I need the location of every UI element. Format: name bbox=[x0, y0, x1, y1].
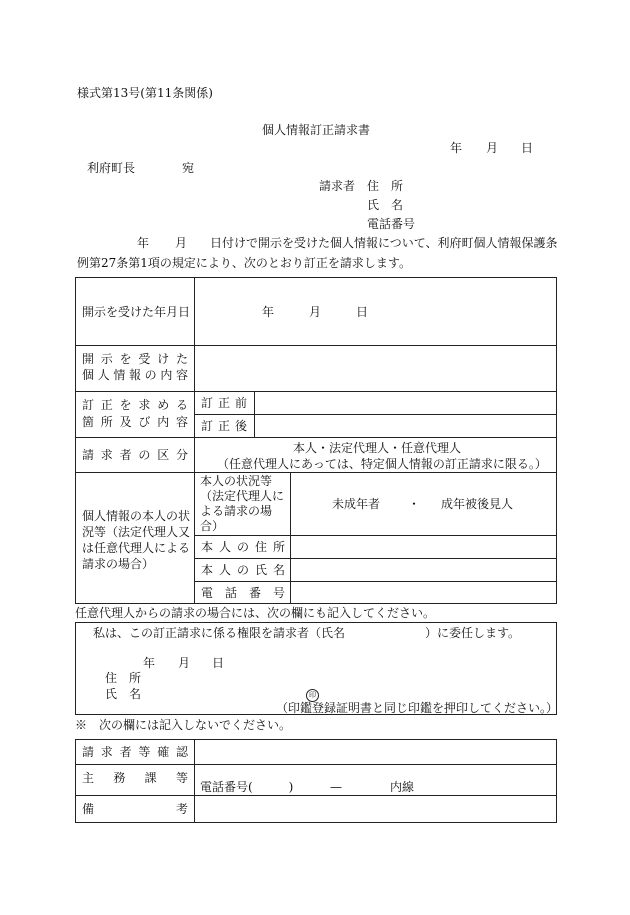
before-label: 訂正前 bbox=[201, 396, 247, 410]
header-date-month: 月 bbox=[486, 141, 499, 155]
content-label-line-1: 開示を受けた bbox=[82, 352, 188, 366]
seal-mark bbox=[306, 686, 319, 702]
office-remarks-label: 備考 bbox=[82, 802, 188, 816]
status-minor: 未成年者 bbox=[332, 497, 381, 511]
disclosure-date-day: 日 bbox=[356, 305, 369, 319]
person-name-label: 本人の氏名 bbox=[201, 563, 285, 577]
correction-label-line-2: 箇所及び内容 bbox=[82, 415, 188, 429]
office-phone-text: 電話番号( ) bbox=[200, 780, 294, 794]
addressee-name: 利府町長 bbox=[87, 161, 136, 175]
after-label: 訂正後 bbox=[201, 419, 247, 433]
office-note: ※ 次の欄には記入しないでください。 bbox=[75, 718, 292, 732]
delegation-text-start: 私は、この訂正請求に係る権限を請求者（氏名 bbox=[93, 626, 346, 640]
category-label: 請求者の区分 bbox=[82, 448, 188, 462]
intro-year: 年 bbox=[137, 236, 150, 250]
status-separator: ・ bbox=[408, 497, 421, 511]
status-ward: 成年被後見人 bbox=[441, 497, 514, 511]
disclosure-date-year: 年 bbox=[262, 305, 275, 319]
office-confirm-label: 請求者等確認 bbox=[82, 745, 188, 759]
delegation-day: 日 bbox=[212, 656, 225, 670]
person-address-label: 本人の住所 bbox=[201, 540, 285, 554]
delegation-year: 年 bbox=[143, 656, 156, 670]
office-extension: 内線 bbox=[390, 780, 415, 794]
requester-name-label: 氏 名 bbox=[367, 198, 404, 212]
addressee-suffix: 宛 bbox=[182, 161, 195, 175]
correction-label-line-1: 訂正を求める bbox=[82, 398, 188, 412]
category-value-2: （任意代理人にあっては、特定個人情報の訂正請求に限る。） bbox=[217, 457, 547, 471]
intro-line-2: 例第27条第1項の規定により、次のとおり訂正を請求します。 bbox=[77, 256, 411, 270]
delegation-address-label: 住 所 bbox=[105, 671, 142, 685]
requester-phone-label: 電話番号 bbox=[367, 217, 416, 231]
disclosure-date-label: 開示を受けた年月日 bbox=[82, 305, 191, 319]
delegation-text-end: ）に委任します。 bbox=[425, 626, 521, 640]
delegation-note: 任意代理人からの請求の場合には、次の欄にも記入してください。 bbox=[75, 606, 436, 620]
office-dept-label: 主務課等 bbox=[82, 771, 188, 785]
seal-note: （印鑑登録証明書と同じ印鑑を押印してください。） bbox=[276, 701, 559, 715]
intro-line-1: 日付けで開示を受けた個人情報について、利府町個人情報保護条 bbox=[210, 236, 558, 250]
requester-address-label: 住 所 bbox=[367, 179, 404, 193]
header-date-year: 年 bbox=[450, 141, 463, 155]
content-label-line-2: 個人情報の内容 bbox=[82, 368, 188, 382]
office-phone-dash: — bbox=[330, 780, 342, 794]
category-value-1: 本人・法定代理人・任意代理人 bbox=[293, 441, 462, 455]
status-label: 本人の状況等 （法定代理人に よる請求の場 合） bbox=[200, 474, 285, 533]
delegation-month: 月 bbox=[178, 656, 191, 670]
delegation-name-label: 氏 名 bbox=[105, 687, 142, 701]
person-phone-label: 電話番号 bbox=[201, 586, 285, 600]
header-date-day: 日 bbox=[521, 141, 534, 155]
disclosure-date-month: 月 bbox=[309, 305, 322, 319]
seal-icon: 印 bbox=[306, 689, 319, 702]
agent-label: 個人情報の本人の状 況等（法定代理人又 は任意代理人による 請求の場合） bbox=[82, 509, 191, 571]
form-number: 様式第13号(第11条関係) bbox=[77, 86, 213, 100]
document-title: 個人情報訂正請求書 bbox=[262, 123, 371, 137]
requester-label: 請求者 bbox=[319, 179, 356, 193]
intro-month: 月 bbox=[175, 236, 188, 250]
